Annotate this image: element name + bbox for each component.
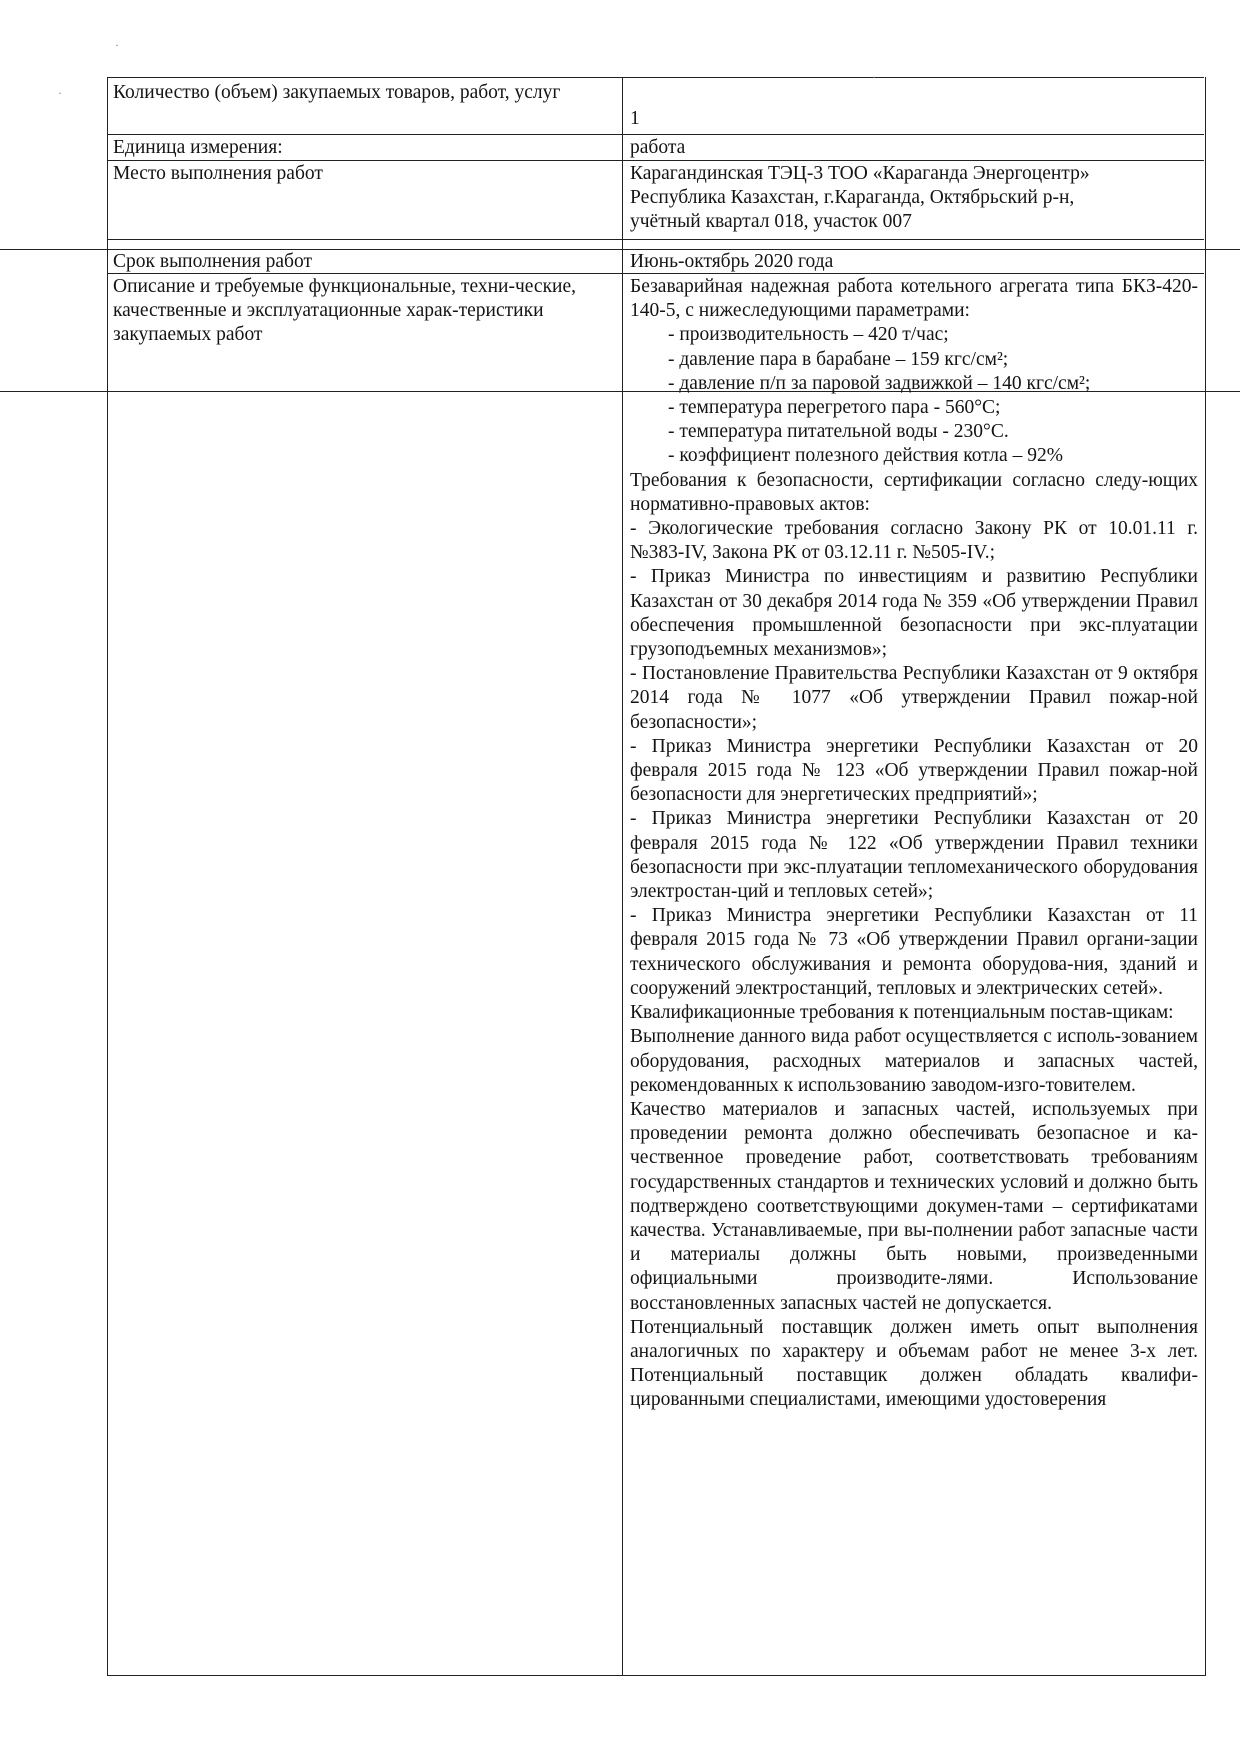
description-value: [630, 275, 1198, 1413]
column-divider: [622, 77, 623, 1675]
place-value: [630, 162, 1198, 234]
row-divider: [107, 134, 1204, 135]
place-label: Место выполнения работ: [113, 163, 323, 184]
legal-act-item: - Экологические требования согласно Закону РК от 10.01.11 г. №383-IV, Закона РК от 03.12.11 г. №505-IV.;: [630, 518, 1198, 564]
qualification-paragraph: Потенциальный поставщик должен иметь опыт выполнения аналогичных по характеру и объемам работ не менее 3-х лет. Потенциальный поставщик должен обладать квалифи-цированными специалистами, имеющими удостоверения: [630, 1316, 1198, 1411]
scan-speck: ·: [58, 86, 62, 100]
legal-act-item: - Приказ Министра энергетики Республики Казахстан от 11 февраля 2015 года № 73 «Об утверждении Правил органи-зации технического обслуживания и ремонта оборудова-ния, зданий и сооружений электростанций, тепловых и электрических сетей».: [630, 905, 1198, 999]
legal-act-item: - Приказ Министра энергетики Республики Казахстан от 20 февраля 2015 года № 123 «Об утверждении Правил пожар-ной безопасности для энергетических предприятий»;: [630, 735, 1198, 806]
param-item: - температура перегретого пара - 560°С;: [668, 397, 1001, 419]
place-line: учётный квартал 018, участок 007: [630, 211, 912, 232]
qualification-paragraph: Качество материалов и запасных частей, используемых при проведении ремонта должно обеспечивать безопасное и ка-чественное проведение работ, соответствовать требованиям государственных стандартов и технических условий и должно быть подтверждено соответствующими докумен-тами – сертификатами качества. Устанавливаемые, при вы-полнении работ запасные части и материалы должны быть новыми, произведенными официальными производите-лями. Использование восстановленных запасных частей не допускается.: [630, 1098, 1198, 1314]
term-value: Июнь-октябрь 2020 года: [630, 251, 834, 272]
term-label: Срок выполнения работ: [113, 251, 312, 272]
description-label: Описание и требуемые функциональные, техни-ческие, качественные и эксплуатационные харак-теристики закупаемых работ: [113, 276, 577, 345]
unit-label: Единица измерения:: [113, 137, 283, 158]
quantity-value: 1: [630, 108, 640, 129]
qualification-heading: Квалификационные требования к потенциальным постав-щикам:: [630, 1002, 1174, 1024]
scan-speck: ·: [115, 38, 119, 52]
row-divider: [107, 160, 1204, 161]
scan-speck: ·: [872, 70, 876, 84]
legal-act-item: - Постановление Правительства Республики Казахстан от 9 октября 2014 года № 1077 «Об утверждении Правил пожар-ной безопасности»;: [630, 663, 1198, 733]
safety-intro: Требования к безопасности, сертификации согласно следу-ющих нормативно-правовых актов:: [630, 469, 1198, 515]
place-line: Карагандинская ТЭЦ-3 ТОО «Караганда Энергоцентр»: [630, 163, 1090, 184]
place-line: Республика Казахстан, г.Караганда, Октябрьский р-н,: [630, 187, 1075, 208]
qualification-paragraph: Выполнение данного вида работ осуществляется с исполь-зованием оборудования, расходных материалов и запасных частей, рекомендованных к использованию заводом-изго-товителем.: [630, 1026, 1198, 1096]
row-divider: [107, 239, 1204, 240]
quantity-label: Количество (объем) закупаемых товаров, работ, услуг: [113, 82, 561, 103]
param-item: - коэффициент полезного действия котла – 92%: [668, 445, 1063, 467]
param-item: - производительность – 420 т/час;: [668, 324, 949, 346]
unit-value: работа: [630, 137, 686, 158]
row-divider: [107, 77, 1204, 78]
param-item: - давление пара в барабане – 159 кгс/см²;: [668, 348, 1009, 370]
param-item: - температура питательной воды - 230°С.: [668, 421, 1009, 443]
legal-act-item: - Приказ Министра по инвестициям и развитию Республики Казахстан от 30 декабря 2014 года № 359 «Об утверждении Правил обеспечения промышленной безопасности при экс-плуатации грузоподъемных механизмов»;: [630, 566, 1198, 661]
param-item: - давление п/п за паровой задвижкой – 140 кгс/см²;: [668, 372, 1091, 394]
legal-act-item: - Приказ Министра энергетики Республики Казахстан от 20 февраля 2015 года № 122 «Об утверждении Правил техники безопасности при экс-плуатации тепломеханического оборудования электростан-ций и тепловых сетей»;: [630, 808, 1198, 903]
description-intro: Безаварийная надежная работа котельного агрегата типа БКЗ-420-140-5, с нижеследующими параметрами:: [630, 276, 1198, 322]
